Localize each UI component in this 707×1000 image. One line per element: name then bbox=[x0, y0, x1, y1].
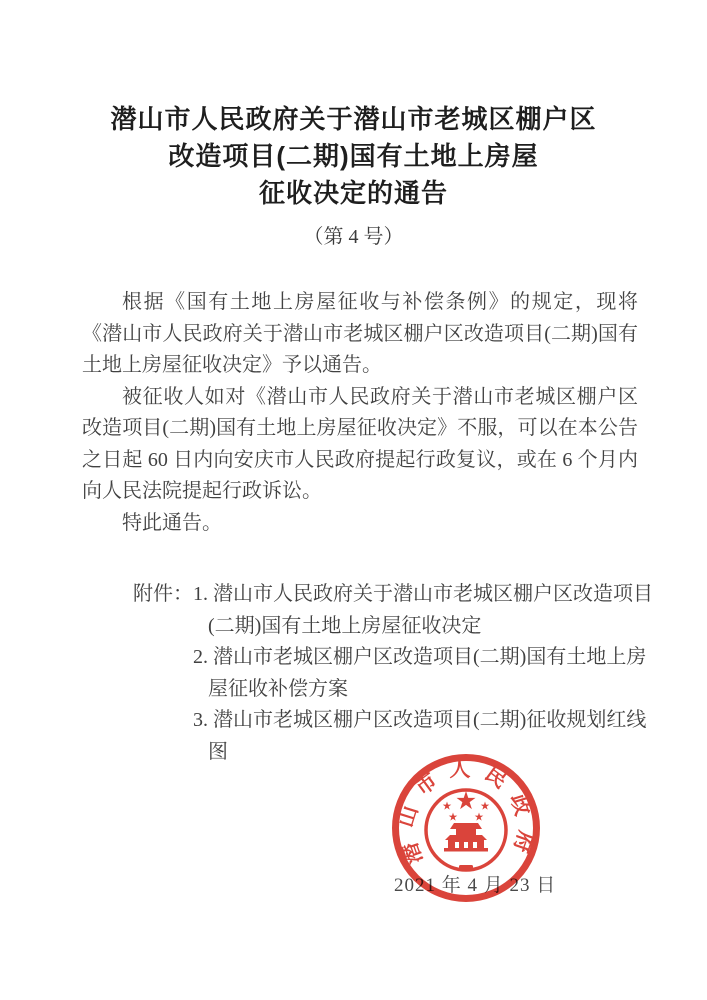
title-line-1: 潜山市人民政府关于潜山市老城区棚户区 bbox=[110, 104, 597, 134]
issue-date: 2021 年 4 月 23 日 bbox=[394, 875, 557, 896]
attachments-label: 附件： bbox=[133, 583, 193, 605]
attachments-section bbox=[133, 579, 653, 768]
official-seal bbox=[390, 752, 542, 904]
notice-title bbox=[40, 101, 667, 212]
national-emblem-icon bbox=[426, 790, 506, 871]
attachment-2-line-1: 2. 潜山市老城区棚户区改造项目(二期)国有土地上房 bbox=[193, 646, 647, 668]
title-line-3: 征收决定的通告 bbox=[258, 178, 448, 208]
title-line-2: 改造项目(二期)国有土地上房屋 bbox=[168, 141, 539, 171]
attachment-3-line-2: 图 bbox=[208, 740, 228, 763]
attachment-1-line-2: (二期)国有土地上房屋征收决定 bbox=[208, 614, 482, 637]
doc-number: （第 4 号） bbox=[303, 226, 404, 248]
attachment-2-line-2: 屋征收补偿方案 bbox=[208, 677, 348, 700]
paragraph-closing: 特此通告。 bbox=[122, 511, 222, 534]
seal-text: 潜山市人民政府 bbox=[393, 757, 539, 868]
attachment-1-line-1: 1. 潜山市人民政府关于潜山市老城区棚户区改造项目 bbox=[193, 583, 653, 605]
paragraph-appeal-rights: 被征收人如对《潜山市人民政府关于潜山市老城区棚户区改造项目(二期)国有土地上房屋征收决定》不服，可以在本公告之日起 60 日内向安庆市人民政府提起行政复议，或在 6 个月内向人民法院提起行政诉讼。 bbox=[82, 385, 638, 502]
notice-body bbox=[82, 287, 638, 539]
paragraph-legal-basis: 根据《国有土地上房屋征收与补偿条例》的规定，现将《潜山市人民政府关于潜山市老城区棚户区改造项目(二期)国有土地上房屋征收决定》予以通告。 bbox=[82, 291, 638, 376]
attachments-list bbox=[193, 579, 653, 768]
attachment-3-line-1: 3. 潜山市老城区棚户区改造项目(二期)征收规划红线 bbox=[193, 709, 647, 731]
